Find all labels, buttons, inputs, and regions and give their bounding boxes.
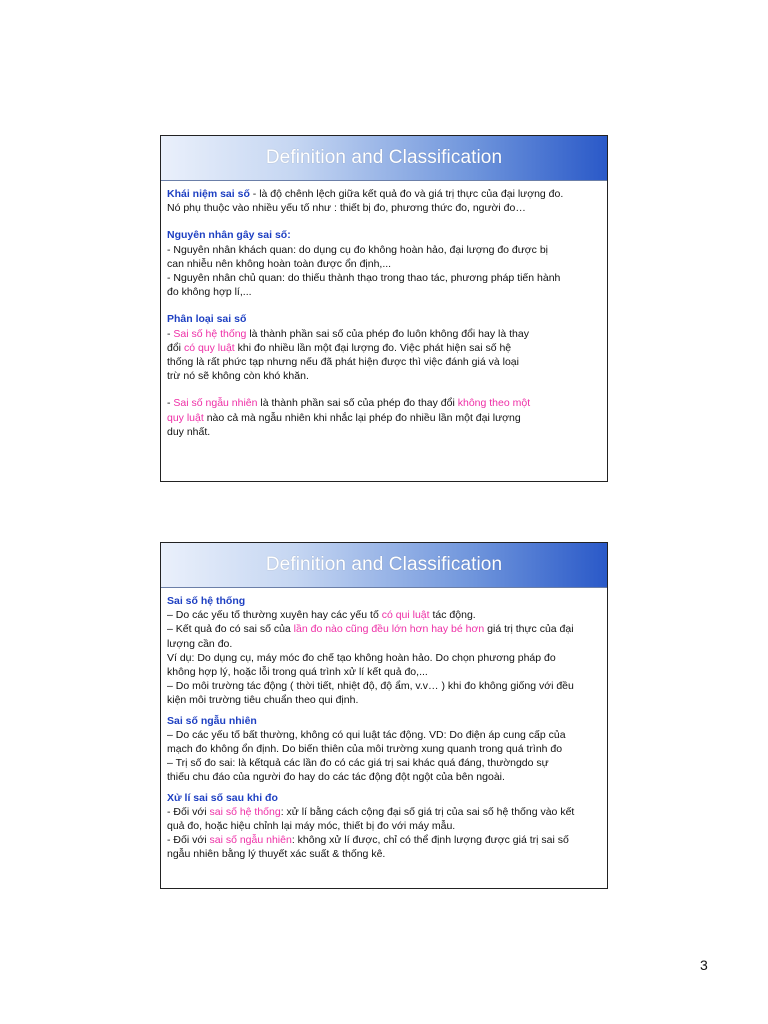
definition-heading: Khái niệm sai số (167, 188, 250, 200)
slide-1-body: Khái niệm sai số - là độ chênh lệch giữa kết quả đo và giá trị thực của đại lượng đo. Nó phụ thuộc vào nhiều yếu tố như : thiết bị đo, phương thức đo, người đo… Nguyên nhân gây sai số: - Nguyên nhân khách quan: do dụng cụ đo không hoàn hảo, đại lượng đo được bị can nhiễu nên không hoàn toàn được ổn định,... - Nguyên nhân chủ quan: do thiếu thành thạo trong thao tác, phương pháp tiến hành đo không hợp lí,... Phân loại sai số - Sai số hệ thống là thành phần sai số của phép đo luôn không đổi hay là thay đổi có quy luật khi đo nhiều lần một đại lượng đo. Việc phát hiện sai số hệ thống là rất phức tạp nhưng nếu đã phát hiện được thì việc đánh giá và loại trừ nó sẽ không còn khó khăn. - Sai số ngẫu nhiên là thành phần sai số của phép đo thay đổi không theo một quy luật nào cả mà ngẫu nhiên khi nhắc lại phép đo nhiều lần một đại lượng duy nhất. (161, 181, 607, 439)
page-number: 3 (700, 957, 708, 973)
classification-heading: Phân loại sai số (167, 313, 247, 326)
slide-2-body: Sai số hệ thống – Do các yếu tố thường xuyên hay các yếu tố có qui luật tác động. – Kết quả đo có sai số của lần đo nào cũng đều lớn hơn hay bé hơn giá trị thực của đại lượng cần đo. Ví dụ: Do dụng cụ, máy móc đo chế tạo không hoàn hảo. Do chọn phương pháp đo không hợp lý, hoặc lỗi trong quá trình xử lí kết quả đo,... – Do môi trường tác động ( thời tiết, nhiệt độ, độ ẩm, v.v… ) khi đo không giống với đều kiện môi trường tiêu chuẩn theo qui định. Sai số ngẫu nhiên – Do các yếu tố bất thường, không có qui luật tác động. VD: Do điện áp cung cấp của mạch đo không ổn định. Do biến thiên của môi trường xung quanh trong quá trình đo – Trị số đo sai: là kếtquả các lần đo có các giá trị sai khác quá đáng, thườngdo sự thiếu chu đáo của người đo hay do các tác động đột ngột của bên ngoài. Xử lí sai số sau khi đo - Đối với sai số hệ thống: xử lí bằng cách cộng đại số giá trị của sai số hệ thống vào kết quả đo, hoặc hiệu chỉnh lại máy móc, thiết bị đo với máy mẫu. - Đối với sai số ngẫu nhiên: không xử lí được, chỉ có thể định lượng được giá trị sai số ngẫu nhiên bằng lý thuyết xác suất & thống kê. (161, 588, 607, 862)
slide-1-title: Definition and Classification (265, 147, 503, 168)
slide-1 (160, 135, 608, 482)
slide-2 (160, 542, 608, 889)
slide-2-title: Definition and Classification (265, 554, 503, 575)
slide-1-header (161, 136, 607, 181)
slide-2-header (161, 543, 607, 588)
systematic-heading: Sai số hệ thống (167, 595, 246, 607)
definition-paragraph: Khái niệm sai số - là độ chênh lệch giữa kết quả đo và giá trị thực của đại lượng đo. (167, 188, 564, 200)
cause-heading: Nguyên nhân gây sai số: (167, 229, 291, 242)
random-heading: Sai số ngẫu nhiên (167, 714, 257, 727)
handling-heading: Xử lí sai số sau khi đo (167, 791, 278, 804)
systematic-error-line: - Sai số hệ thống là thành phần sai số của phép đo luôn không đổi hay là thay (167, 327, 529, 340)
random-error-line: - Sai số ngẫu nhiên là thành phần sai số của phép đo thay đổi không theo một (167, 397, 531, 410)
